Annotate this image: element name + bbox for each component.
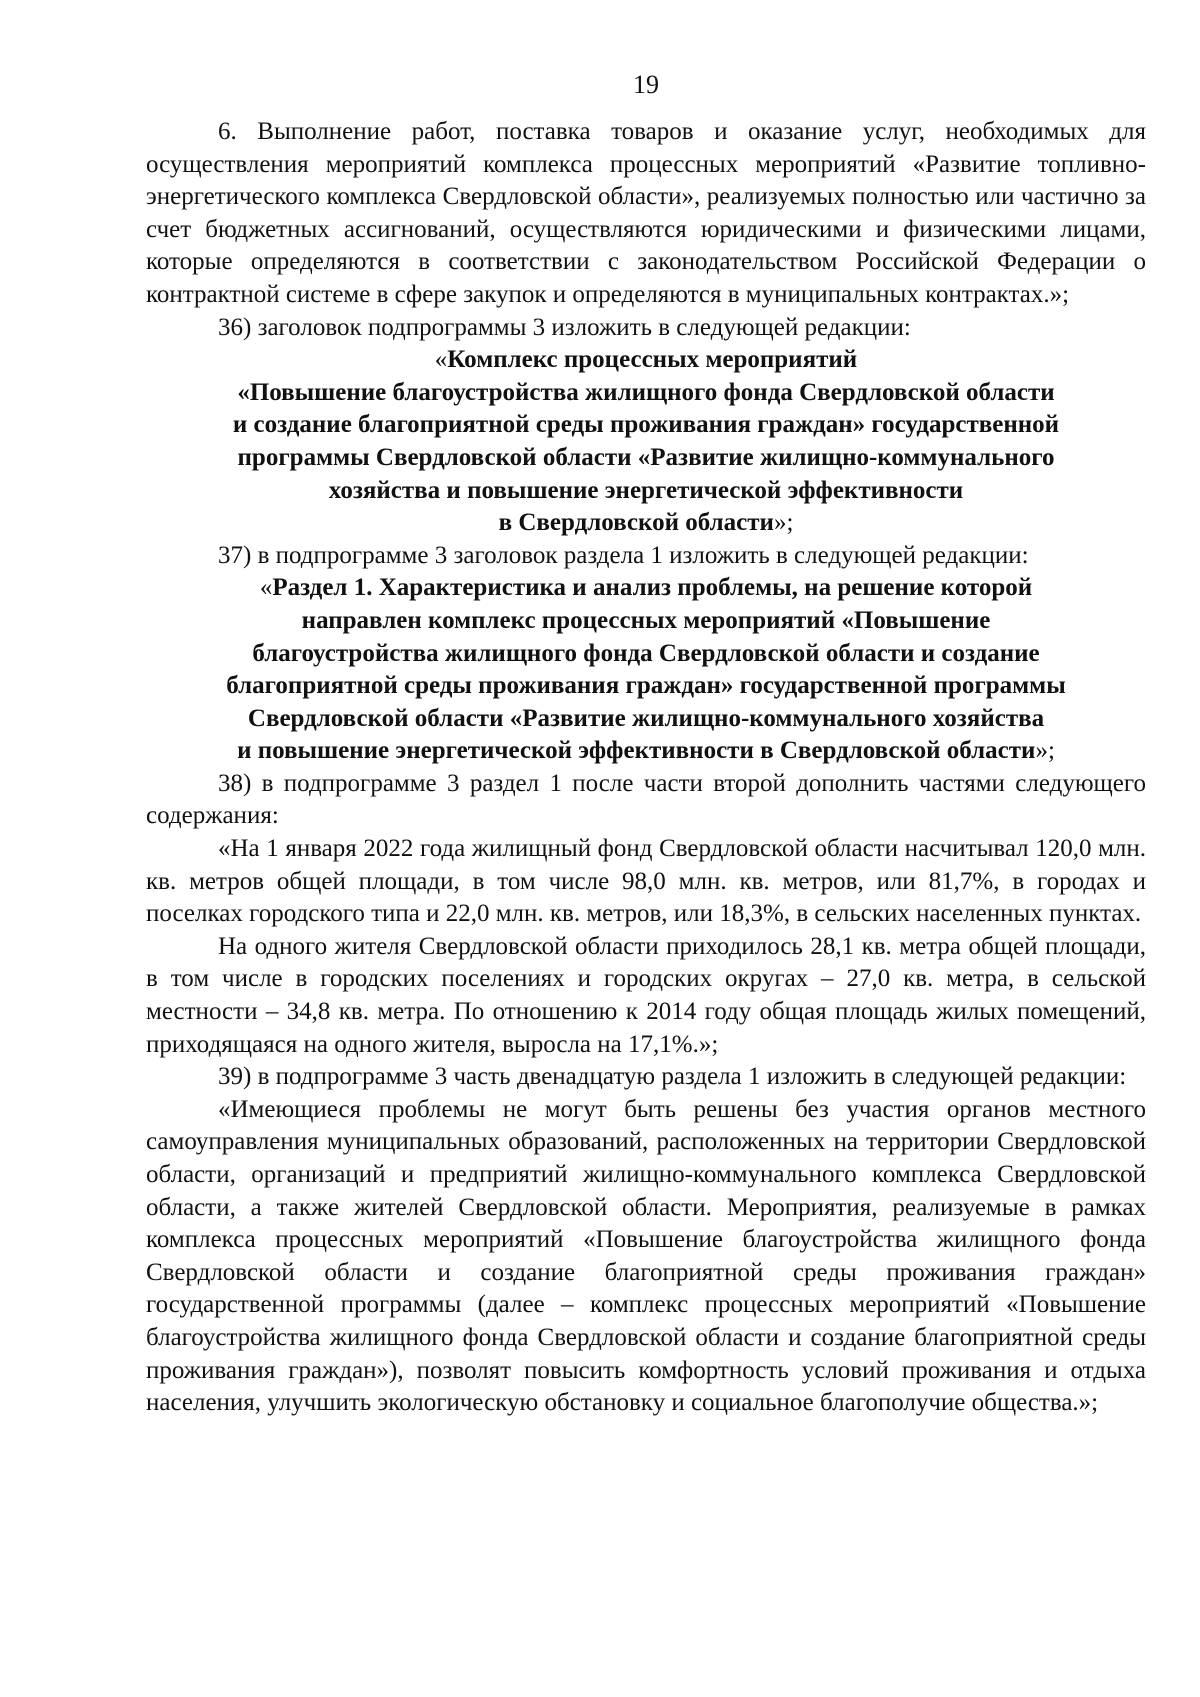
page-number: 19 (633, 70, 659, 99)
item-39-text: «Имеющиеся проблемы не могут быть решены без участия органов местного самоуправления муниципальных образований, расположенных на территории Свердловской области, организаций и предприятий жилищно-коммунального комплекса Свердловской области, а также жителей Свердловской области. Мероприятия, реализуемые в рамках комплекса процессных мероприятий «Повышение благоустройства жилищного фонда Свердловской области и создание благоприятной среды проживания граждан» государственной программы (далее – комплекс процессных мероприятий «Повышение благоустройства жилищного фонда Свердловской области и создание благоприятной среды проживания граждан»), позволят повысить комфортность условий проживания и отдыха населения, улучшить экологическую обстановку и социальное благополучие общества.»; (146, 1095, 1146, 1417)
item-37: 37) в подпрограмме 3 заголовок раздела 1 изложить в следующей редакции: (218, 541, 1029, 569)
item-36: 36) заголовок подпрограммы 3 изложить в следующей редакции: (218, 313, 911, 341)
heading-line: и создание благоприятной среды проживания граждан» государственной (232, 411, 1060, 439)
heading-line: направлен комплекс процессных мероприятий «Повышение (301, 606, 991, 634)
heading-line: программы Свердловской области «Развитие жилищно-коммунального (237, 443, 1055, 471)
heading-line: и повышение энергетической эффективности в Свердловской области»; (237, 737, 1055, 765)
heading-line: благоустройства жилищного фонда Свердловской области и создание (252, 639, 1040, 667)
heading-line: в Свердловской области»; (498, 509, 794, 537)
heading-line: «Комплекс процессных мероприятий (434, 346, 858, 374)
heading-line: Свердловской области «Развитие жилищно-коммунального хозяйства (247, 704, 1045, 732)
open-quote: « (434, 346, 448, 374)
open-quote: « (259, 574, 273, 602)
heading-line: благоприятной среды проживания граждан» государственной программы (226, 672, 1066, 700)
item-38: 38) в подпрограмме 3 раздел 1 после части второй дополнить частями следующего содержания: (146, 769, 1146, 830)
paragraph-6: 6. Выполнение работ, поставка товаров и оказание услуг, необходимых для осуществления мероприятий комплекса процессных мероприятий «Развитие топливно-энергетического комплекса Свердловской области», реализуемых полностью или частично за счет бюджетных ассигнований, осуществляются юридическими и физическими лицами, которые определяются в соответствии с законодательством Российской Федерации о контрактной системе в сфере закупок и определяются в муниципальных контрактах.»; (146, 118, 1146, 308)
heading-line: «Повышение благоустройства жилищного фонда Свердловской области (237, 378, 1055, 406)
heading-line: хозяйства и повышение энергетической эффективности (328, 476, 964, 504)
item-39: 39) в подпрограмме 3 часть двенадцатую раздела 1 изложить в следующей редакции: (218, 1063, 1127, 1091)
document-page (146, 70, 1146, 1420)
item-38-part-2: На одного жителя Свердловской области приходилось 28,1 кв. метра общей площади, в том числе в городских поселениях и городских округах – 27,0 кв. метра, в сельской местности – 34,8 кв. метра. По отношению к 2014 году общая площадь жилых помещений, приходящаяся на одного жителя, выросла на 17,1%.»; (146, 932, 1146, 1058)
item-38-part-1: «На 1 января 2022 года жилищный фонд Свердловской области насчитывал 120,0 млн. кв. метров общей площади, в том числе 98,0 млн. кв. метров, или 81,7%, в городах и поселках городского типа и 22,0 млн. кв. метров, или 18,3%, в сельских населенных пунктах. (146, 835, 1146, 928)
section-1-title (146, 572, 1146, 768)
close-quote: »; (1035, 737, 1055, 765)
heading-line: «Раздел 1. Характеристика и анализ проблемы, на решение которой (259, 574, 1033, 602)
close-quote: »; (773, 509, 794, 537)
subprogram-3-title (146, 344, 1146, 540)
